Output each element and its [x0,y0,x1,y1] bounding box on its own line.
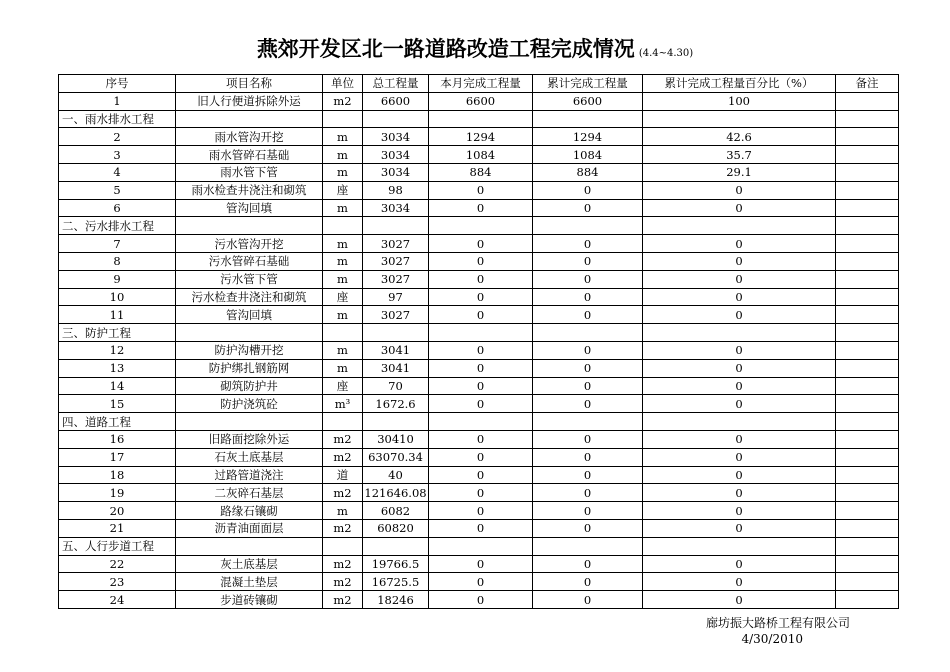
col-cumulative-percent: 0 [643,591,836,609]
col-month-done: 0 [429,555,533,573]
col-cumulative-percent: 0 [643,395,836,413]
empty-cell [643,324,836,342]
col-item-name: 污水检查井浇注和砌筑 [176,288,323,306]
col-cumulative-percent: 0 [643,519,836,537]
col-index: 16 [59,430,176,448]
col-index: 24 [59,591,176,609]
empty-cell [323,537,363,555]
col-remarks [836,573,899,591]
col-item-name: 污水管沟开挖 [176,235,323,253]
col-index: 6 [59,199,176,217]
empty-cell [363,324,429,342]
col-item-name: 防护沟槽开挖 [176,341,323,359]
header-col-total-qty: 总工程量 [363,75,429,93]
col-cumulative-percent: 0 [643,555,836,573]
col-item-name: 二灰碎石基层 [176,484,323,502]
col-index: 8 [59,252,176,270]
col-remarks [836,484,899,502]
col-month-done: 0 [429,199,533,217]
empty-cell [429,324,533,342]
col-cumulative-done: 0 [533,341,643,359]
table-row [59,555,899,573]
col-cumulative-done: 0 [533,555,643,573]
col-month-done: 0 [429,430,533,448]
col-index: 4 [59,163,176,181]
empty-cell [836,110,899,128]
col-remarks [836,430,899,448]
section-row [59,217,899,235]
empty-cell [836,413,899,431]
col-month-done: 0 [429,359,533,377]
col-cumulative-done: 0 [533,519,643,537]
col-unit: m [323,341,363,359]
empty-cell [176,413,323,431]
col-cumulative-percent: 0 [643,235,836,253]
col-index: 20 [59,502,176,520]
col-item-name: 旧路面挖除外运 [176,430,323,448]
col-item-name: 雨水管沟开挖 [176,128,323,146]
col-cumulative-percent: 0 [643,377,836,395]
col-cumulative-done: 0 [533,359,643,377]
section-row [59,324,899,342]
col-index: 3 [59,146,176,164]
col-index: 18 [59,466,176,484]
col-remarks [836,359,899,377]
empty-cell [176,217,323,235]
col-unit: m2 [323,430,363,448]
col-unit: m [323,235,363,253]
progress-table [58,74,899,609]
empty-cell [363,413,429,431]
header-col-index: 序号 [59,75,176,93]
table-row [59,270,899,288]
col-cumulative-percent: 0 [643,341,836,359]
col-remarks [836,306,899,324]
col-cumulative-done: 0 [533,395,643,413]
col-index: 5 [59,181,176,199]
col-unit: 道 [323,466,363,484]
col-total-qty: 6600 [363,92,429,110]
col-month-done: 0 [429,270,533,288]
table-row [59,306,899,324]
empty-cell [323,110,363,128]
col-unit: 座 [323,377,363,395]
table-row [59,448,899,466]
col-cumulative-percent: 0 [643,199,836,217]
col-total-qty: 3041 [363,359,429,377]
table-row [59,146,899,164]
col-remarks [836,92,899,110]
col-item-name: 雨水管下管 [176,163,323,181]
col-unit: 座 [323,181,363,199]
empty-cell [429,110,533,128]
table-row [59,181,899,199]
table-row [59,199,899,217]
col-total-qty: 3034 [363,128,429,146]
empty-cell [323,324,363,342]
col-month-done: 0 [429,377,533,395]
col-index: 1 [59,92,176,110]
col-unit: m [323,502,363,520]
table-row [59,288,899,306]
col-cumulative-done: 1294 [533,128,643,146]
col-remarks [836,395,899,413]
col-cumulative-percent: 0 [643,466,836,484]
col-cumulative-percent: 0 [643,252,836,270]
col-month-done: 1294 [429,128,533,146]
col-unit: m2 [323,591,363,609]
col-month-done: 0 [429,395,533,413]
col-total-qty: 18246 [363,591,429,609]
col-remarks [836,502,899,520]
col-cumulative-percent: 0 [643,359,836,377]
col-total-qty: 97 [363,288,429,306]
empty-cell [363,537,429,555]
empty-cell [533,324,643,342]
section-label: 二、污水排水工程 [59,217,176,235]
col-remarks [836,128,899,146]
col-index: 19 [59,484,176,502]
col-month-done: 0 [429,341,533,359]
col-cumulative-done: 0 [533,502,643,520]
col-unit: m [323,252,363,270]
col-remarks [836,235,899,253]
period-text: (4.4~4.30) [638,48,694,59]
header-col-remarks: 备注 [836,75,899,93]
header-row [59,75,899,93]
col-cumulative-done: 0 [533,448,643,466]
col-total-qty: 3034 [363,163,429,181]
section-row [59,537,899,555]
col-total-qty: 16725.5 [363,573,429,591]
col-item-name: 步道砖镶砌 [176,591,323,609]
section-label: 五、人行步道工程 [59,537,176,555]
col-index: 7 [59,235,176,253]
col-cumulative-done: 884 [533,163,643,181]
col-cumulative-percent: 0 [643,181,836,199]
col-cumulative-percent: 35.7 [643,146,836,164]
col-cumulative-percent: 29.1 [643,163,836,181]
col-total-qty: 3034 [363,146,429,164]
table-row [59,128,899,146]
col-remarks [836,163,899,181]
header-col-cumulative-percent: 累计完成工程量百分比（%） [643,75,836,93]
col-item-name: 防护绑扎钢筋网 [176,359,323,377]
empty-cell [643,413,836,431]
col-total-qty: 1672.6 [363,395,429,413]
col-cumulative-done: 0 [533,430,643,448]
col-month-done: 0 [429,448,533,466]
col-cumulative-percent: 0 [643,270,836,288]
empty-cell [323,413,363,431]
header-col-month-done: 本月完成工程量 [429,75,533,93]
table-row [59,484,899,502]
col-index: 22 [59,555,176,573]
col-unit: m [323,163,363,181]
company-name: 廊坊振大路桥工程有限公司 [705,616,850,630]
col-remarks [836,591,899,609]
section-label: 三、防护工程 [59,324,176,342]
col-month-done: 0 [429,306,533,324]
empty-cell [363,110,429,128]
report-date: 4/30/2010 [741,632,803,646]
col-index: 13 [59,359,176,377]
col-cumulative-percent: 100 [643,92,836,110]
col-index: 2 [59,128,176,146]
col-cumulative-done: 0 [533,377,643,395]
col-index: 9 [59,270,176,288]
col-index: 21 [59,519,176,537]
header-col-item-name: 项目名称 [176,75,323,93]
col-cumulative-done: 0 [533,288,643,306]
empty-cell [533,110,643,128]
col-unit: m³ [323,395,363,413]
table-row [59,466,899,484]
col-total-qty: 3027 [363,306,429,324]
col-remarks [836,252,899,270]
col-cumulative-done: 0 [533,306,643,324]
col-remarks [836,466,899,484]
col-month-done: 0 [429,484,533,502]
col-cumulative-done: 0 [533,484,643,502]
col-unit: m [323,306,363,324]
col-cumulative-percent: 0 [643,573,836,591]
col-unit: m2 [323,92,363,110]
table-row [59,519,899,537]
col-cumulative-percent: 0 [643,484,836,502]
empty-cell [176,324,323,342]
empty-cell [533,217,643,235]
col-unit: m [323,128,363,146]
col-item-name: 雨水管碎石基础 [176,146,323,164]
col-month-done: 0 [429,573,533,591]
col-cumulative-done: 0 [533,252,643,270]
col-item-name: 过路管道浇注 [176,466,323,484]
col-month-done: 0 [429,235,533,253]
table-row [59,252,899,270]
col-total-qty: 70 [363,377,429,395]
col-index: 10 [59,288,176,306]
empty-cell [323,217,363,235]
col-unit: m [323,146,363,164]
empty-cell [836,537,899,555]
empty-cell [643,217,836,235]
table-row [59,341,899,359]
col-month-done: 0 [429,181,533,199]
table-row [59,377,899,395]
col-index: 15 [59,395,176,413]
col-remarks [836,341,899,359]
empty-cell [643,537,836,555]
col-unit: m [323,270,363,288]
col-unit: m2 [323,519,363,537]
col-remarks [836,519,899,537]
col-unit: 座 [323,288,363,306]
col-item-name: 旧人行便道拆除外运 [176,92,323,110]
col-total-qty: 3034 [363,199,429,217]
col-item-name: 石灰土底基层 [176,448,323,466]
title-text: 燕郊开发区北一路道路改造工程完成情况 [256,36,635,61]
table-row [59,395,899,413]
section-row [59,413,899,431]
col-item-name: 砌筑防护井 [176,377,323,395]
col-item-name: 管沟回填 [176,306,323,324]
col-total-qty: 3041 [363,341,429,359]
empty-cell [533,413,643,431]
col-month-done: 884 [429,163,533,181]
col-remarks [836,146,899,164]
col-item-name: 沥青油面面层 [176,519,323,537]
col-total-qty: 3027 [363,270,429,288]
col-cumulative-done: 0 [533,270,643,288]
col-item-name: 防护浇筑砼 [176,395,323,413]
col-month-done: 0 [429,252,533,270]
empty-cell [643,110,836,128]
col-remarks [836,288,899,306]
col-remarks [836,377,899,395]
section-row [59,110,899,128]
col-total-qty: 3027 [363,235,429,253]
col-cumulative-done: 1084 [533,146,643,164]
empty-cell [429,217,533,235]
col-index: 23 [59,573,176,591]
col-unit: m [323,199,363,217]
col-month-done: 6600 [429,92,533,110]
col-item-name: 污水管碎石基础 [176,252,323,270]
section-label: 一、雨水排水工程 [59,110,176,128]
col-item-name: 污水管下管 [176,270,323,288]
table-row [59,591,899,609]
empty-cell [176,537,323,555]
table-row [59,359,899,377]
col-remarks [836,199,899,217]
col-remarks [836,181,899,199]
section-label: 四、道路工程 [59,413,176,431]
table-row [59,502,899,520]
col-cumulative-done: 0 [533,573,643,591]
col-index: 11 [59,306,176,324]
col-item-name: 雨水检查井浇注和砌筑 [176,181,323,199]
empty-cell [836,217,899,235]
col-total-qty: 60820 [363,519,429,537]
col-cumulative-percent: 42.6 [643,128,836,146]
col-total-qty: 98 [363,181,429,199]
col-total-qty: 19766.5 [363,555,429,573]
col-unit: m2 [323,448,363,466]
empty-cell [429,413,533,431]
col-item-name: 路缘石镶砌 [176,502,323,520]
col-cumulative-percent: 0 [643,306,836,324]
col-month-done: 1084 [429,146,533,164]
col-total-qty: 121646.08 [364,485,427,500]
col-cumulative-done: 0 [533,466,643,484]
col-total-qty: 30410 [363,430,429,448]
col-cumulative-done: 0 [533,181,643,199]
table-row [59,430,899,448]
col-month-done: 0 [429,288,533,306]
col-item-name: 管沟回填 [176,199,323,217]
col-cumulative-done: 0 [533,591,643,609]
empty-cell [836,324,899,342]
col-cumulative-done: 0 [533,235,643,253]
col-month-done: 0 [429,519,533,537]
col-cumulative-percent: 0 [643,288,836,306]
header-col-cumulative-done: 累计完成工程量 [533,75,643,93]
col-month-done: 0 [429,591,533,609]
col-total-qty: 40 [363,466,429,484]
col-month-done: 0 [429,502,533,520]
col-cumulative-done: 6600 [533,92,643,110]
col-total-qty: 3027 [363,252,429,270]
table-row [59,573,899,591]
col-remarks [836,270,899,288]
col-unit: m2 [323,573,363,591]
col-month-done: 0 [429,466,533,484]
col-unit: m [323,359,363,377]
empty-cell [533,537,643,555]
col-cumulative-percent: 0 [643,448,836,466]
col-unit: m2 [323,555,363,573]
col-total-qty: 63070.34 [363,448,429,466]
col-index: 17 [59,448,176,466]
empty-cell [176,110,323,128]
table-row [59,163,899,181]
empty-cell [429,537,533,555]
col-index: 12 [59,341,176,359]
col-unit: m2 [323,484,363,502]
col-remarks [836,448,899,466]
empty-cell [363,217,429,235]
col-remarks [836,555,899,573]
col-cumulative-percent: 0 [643,502,836,520]
col-total-qty: 6082 [363,502,429,520]
col-item-name: 混凝土垫层 [176,573,323,591]
col-cumulative-percent: 0 [643,430,836,448]
col-cumulative-done: 0 [533,199,643,217]
col-item-name: 灰土底基层 [176,555,323,573]
col-index: 14 [59,377,176,395]
header-col-unit: 单位 [323,75,363,93]
table-row [59,92,899,110]
report-title [0,36,950,67]
table-row [59,235,899,253]
